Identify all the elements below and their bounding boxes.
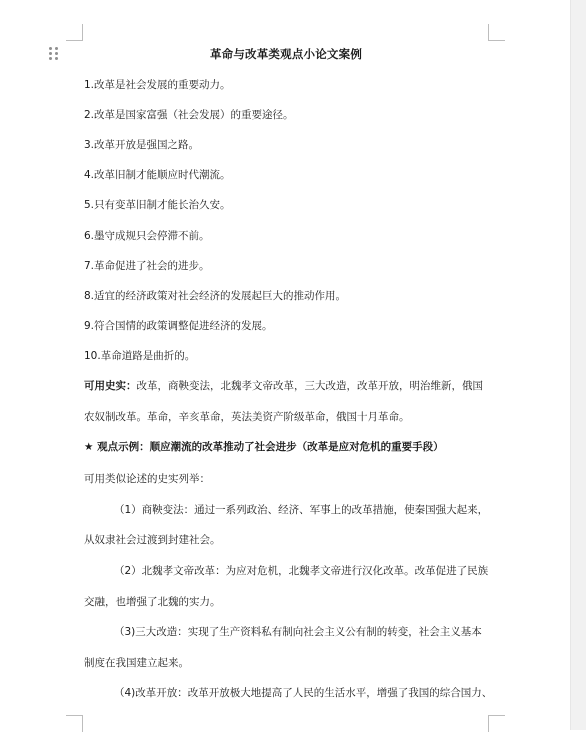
history-label: 可用史实：	[84, 380, 137, 392]
fact-item: （3)三大改造：实现了生产资料私有制向社会主义公有制的转变，社会主义基本	[114, 626, 482, 638]
point-item: 8.适宜的经济政策对社会经济的发展起巨大的推动作用。	[84, 290, 347, 302]
point-item: 4.改革旧制才能顺应时代潮流。	[84, 169, 231, 181]
history-text: 改革，商鞅变法，北魏孝文帝改革，三大改造，改革开放，明治维新，俄国	[136, 380, 483, 392]
fact-item: （1）商鞅变法：通过一系列政治、经济、军事上的改革措施，使秦国强大起来，	[114, 504, 489, 516]
drag-handle-icon[interactable]	[48, 46, 60, 62]
point-item: 6.墨守成规只会停滞不前。	[84, 230, 210, 242]
point-item: 10.革命道路是曲折的。	[84, 350, 196, 362]
point-item: 7.革命促进了社会的进步。	[84, 260, 210, 272]
crop-mark-top-left	[66, 24, 83, 41]
point-item: 2.改革是国家富强（社会发展）的重要途径。	[84, 109, 294, 121]
fact-item-continued: 从奴隶社会过渡到封建社会。	[84, 534, 221, 546]
point-item: 5.只有变革旧制才能长治久安。	[84, 199, 231, 211]
available-facts-intro: 可用类似论述的史实列举：	[84, 473, 210, 485]
crop-mark-bottom-right	[488, 715, 505, 732]
example-heading: ★ 观点示例：顺应潮流的改革推动了社会进步（改革是应对危机的重要手段）	[84, 441, 444, 453]
point-item: 1.改革是社会发展的重要动力。	[84, 79, 231, 91]
fact-item-continued: 交融，也增强了北魏的实力。	[84, 596, 221, 608]
crop-mark-bottom-left	[66, 715, 83, 732]
fact-item: （2）北魏孝文帝改革：为应对危机，北魏孝文帝进行汉化改革。改革促进了民族	[114, 565, 489, 577]
history-paragraph	[84, 379, 494, 393]
crop-mark-top-right	[488, 24, 505, 41]
history-text-continued: 农奴制改革。革命，辛亥革命，英法美资产阶级革命，俄国十月革命。	[84, 411, 410, 423]
fact-item-continued: 制度在我国建立起来。	[84, 657, 189, 669]
point-item: 3.改革开放是强国之路。	[84, 139, 200, 151]
document-title: 革命与改革类观点小论文案例	[209, 47, 363, 61]
fact-item: （4)改革开放：改革开放极大地提高了人民的生活水平，增强了我国的综合国力、	[114, 687, 493, 699]
point-item: 9.符合国情的政策调整促进经济的发展。	[84, 320, 273, 332]
scrollbar-track[interactable]	[570, 0, 586, 730]
